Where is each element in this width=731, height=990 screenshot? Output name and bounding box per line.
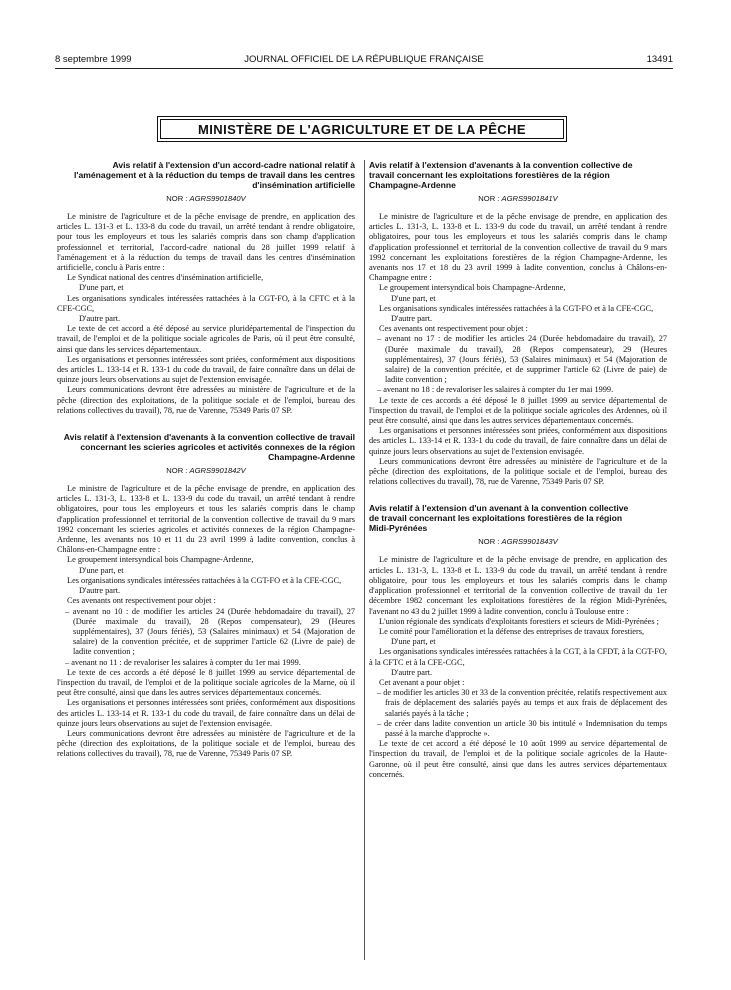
- nor-reference: [57, 466, 355, 475]
- paragraph: Ces avenants ont respectivement pour objet :: [379, 324, 528, 334]
- notice-title: Avis relatif à l'extension d'un accord-cadre national relatif à l'aménagement et à la réduction du temps de travail dans les centres d'insémination artificielle: [74, 160, 355, 190]
- paragraph: Le ministre de l'agriculture et de la pêche envisage de prendre, en application des articles L. 131-3, L. 133-8 et L. 133-9 du code du travail, un arrêté tendant à rendre obligatoires, pour tous les employeurs et tous les salariés compris dans le champ d'application professionnel et territorial de la convention collective de travail du 9 mars 1992 concernant les scieries agricoles et activités connexes de la région Champagne-Ardenne, les avenants nos 10 et 11 du 23 avril 1999 à ladite convention, conclus à Châlons-en-Champagne entre :: [57, 484, 355, 555]
- ministry-heading: MINISTÈRE DE L'AGRICULTURE ET DE LA PÊCHE: [160, 119, 564, 139]
- paragraph: L'union régionale des syndicats d'exploitants forestiers et scieurs de Midi-Pyrénées ;: [379, 616, 659, 626]
- nor-reference: [57, 194, 355, 203]
- nor-code: AGRS9901840V: [189, 194, 246, 203]
- header-page-number: 13491: [646, 54, 673, 65]
- notice-forestieres-champagne: [369, 160, 667, 487]
- page-header: [55, 54, 673, 68]
- objects-list: [369, 334, 667, 395]
- paragraph: Le ministre de l'agriculture et de la pêche envisage de prendre, en application des articles L. 131-3, L. 133-8 et L. 133-9 du code du travail, un arrêté tendant à rendre obligatoires, pour tous les employeurs et tous les salariés compris dans le champ d'application professionnel et territorial de la convention collective de travail du 9 mars 1992 concernant les exploitations forestières de la région Champagne-Ardenne, les avenants nos 17 et 18 du 23 avril 1999 à ladite convention, conclus à Châlons-en-Champagne entre :: [369, 212, 667, 283]
- list-item: – avenant no 11 : de revaloriser les salaires à compter du 1er mai 1999.: [65, 657, 301, 667]
- paragraph: Les organisations syndicales intéressées rattachées à la CGT-FO et à la CFE-CGC,: [67, 575, 342, 585]
- nor-reference: [369, 194, 667, 203]
- paragraph: Leurs communications devront être adressées au ministère de l'agriculture et de la pêche (direction des exploitations, de la politique sociale et de l'emploi, bureau des relations collectives du travail), 78, rue de Varenne, 75349 Paris 07 SP.: [57, 385, 355, 415]
- nor-code: AGRS9901842V: [189, 466, 246, 476]
- list-item: – avenant no 18 : de revaloriser les salaires à compter du 1er mai 1999.: [377, 385, 614, 395]
- paragraph: D'une part, et: [391, 637, 436, 647]
- paragraph: Les organisations et personnes intéressées sont priées, conformément aux dispositions des articles L. 133-14 et R. 133-1 du code du travail, de faire connaître dans un délai de quinze jours leurs observations au sujet de l'extension envisagée.: [57, 698, 355, 728]
- paragraph: D'autre part.: [391, 667, 433, 677]
- paragraph: Cet avenant a pour objet :: [379, 677, 465, 687]
- notice-title: Avis relatif à l'extension d'avenants à la convention collective de travail concernant les scieries agricoles et activités connexes de la région Champagne-Ardenne: [63, 432, 355, 463]
- paragraph: Le comité pour l'amélioration et la défense des entreprises de travaux forestiers,: [379, 626, 645, 636]
- notice-scieries: [57, 432, 355, 759]
- paragraph: Le ministre de l'agriculture et de la pêche envisage de prendre, en application des articles L. 131-3, L. 133-8 et L. 133-9 du code du travail, un arrêté tendant à rendre obligatoire, pour tous les employeurs et tous les salariés compris dans le champ d'application professionnel et territorial de la convention collective de travail du 1er décembre 1982 concernant les exploitations forestières de la région Midi-Pyrénées, l'avenant no 43 du 2 juillet 1999 à ladite convention, conclu à Toulouse entre :: [369, 555, 667, 616]
- notice-title: Avis relatif à l'extension d'un avenant à la convention collective de travail concernant les exploitations forestières de la région Midi-Pyrénées: [369, 503, 629, 534]
- paragraph: D'autre part.: [79, 586, 121, 596]
- paragraph: Le texte de ces accords a été déposé le 8 juillet 1999 au service départemental de l'inspection du travail, de l'emploi et de la politique sociale agricoles de la Marne, où il peut être consulté, ainsi que dans les autres services départementaux concernés.: [57, 667, 355, 698]
- nor-code: AGRS9901843V: [501, 537, 558, 547]
- header-rule: [55, 68, 673, 69]
- paragraph: Le texte de cet accord a été déposé au service pluridépartemental de l'inspection du travail, de l'emploi et de la politique sociale agricoles de Paris, où il peut être consulté, ainsi que dans les services départementaux.: [57, 324, 355, 354]
- paragraph: Le texte de ces accords a été déposé le 8 juillet 1999 au service départemental de l'inspection du travail, de l'emploi et de la politique sociale agricoles des Ardennes, où il peut être consulté, ainsi que dans les autres services départementaux concernés.: [369, 395, 667, 426]
- paragraph: D'autre part.: [79, 314, 121, 324]
- notice-title: Avis relatif à l'extension d'avenants à la convention collective de travail concernant les exploitations forestières de la région Champagne-Ardenne: [369, 160, 633, 190]
- nor-label: NOR :: [478, 194, 500, 203]
- header-journal-title: JOURNAL OFFICIEL DE LA RÉPUBLIQUE FRANÇAISE: [244, 54, 484, 65]
- right-column: [369, 160, 667, 792]
- list-item: – avenant no 17 : de modifier les articles 24 (Durée hebdomadaire du travail), 27 (Durée maximale du travail), 28 (Repos compensateur), 29 (Heures supplémentaires), 37 (Jours fériés), 53 (Salaires minimaux) et 54 (Majoration de salaire) de la convention précitée, et de supprimer l'article 62 (Livre de paie) de ladite convention ;: [377, 334, 667, 385]
- paragraph: D'une part, et: [391, 293, 436, 303]
- nor-label: NOR :: [478, 537, 500, 547]
- nor-reference: [369, 537, 667, 546]
- paragraph: Le groupement intersyndical bois Champagne-Ardenne,: [67, 555, 254, 565]
- paragraph: D'une part, et: [79, 283, 124, 293]
- paragraph: Le ministre de l'agriculture et de la pêche envisage de prendre, en application des articles L. 131-3 et L. 133-8 du code du travail, un arrêté tendant à rendre obligatoire, pour tous les employeurs et tous les salariés compris dans son champ d'application professionnel et territorial, l'accord-cadre national du 28 juillet 1999 relatif à l'aménagement et à la réduction du temps de travail dans les centres d'insémination artificielle, conclu à Paris entre :: [57, 212, 355, 273]
- notice-forestieres-midi-pyrenees: [369, 503, 667, 779]
- notice-insemination: [57, 160, 355, 416]
- paragraph: Les organisations syndicales intéressées rattachées à la CGT-FO, à la CFTC et à la CFE-CGC,: [57, 293, 355, 313]
- paragraph: D'autre part.: [391, 314, 433, 324]
- column-divider: [364, 160, 365, 960]
- list-item: – avenant no 10 : de modifier les articles 24 (Durée hebdomadaire du travail), 27 (Durée maximale du travail), 28 (Repos compensateur), 29 (Heures supplémentaires), 37 (Jours fériés), 53 (Salaires minimaux) et 54 (Majoration de salaire) de la convention précitée, et de supprimer l'article 62 (Livre de paie) de ladite convention ;: [65, 606, 355, 657]
- paragraph: Les organisations et personnes intéressées sont priées, conformément aux dispositions des articles L. 133-14 et R. 133-1 du code du travail, de faire connaître dans un délai de quinze jours leurs observations au sujet de l'extension envisagée.: [369, 426, 667, 456]
- objects-list: [57, 607, 355, 668]
- nor-code: AGRS9901841V: [501, 194, 558, 203]
- paragraph: D'une part, et: [79, 565, 124, 575]
- paragraph: Les organisations et personnes intéressées sont priées, conformément aux dispositions des articles L. 133-14 et R. 133-1 du code du travail, de faire connaître dans un délai de quinze jours leurs observations au sujet de l'extension envisagée.: [57, 354, 355, 385]
- paragraph: Les organisations syndicales intéressées rattachées à la CGT-FO et à la CFE-CGC,: [379, 303, 654, 313]
- paragraph: Le groupement intersyndical bois Champagne-Ardenne,: [379, 283, 566, 293]
- list-item: – de créer dans ladite convention un article 30 bis intitulé « Indemnisation du temps passé à la marche d'approche ».: [377, 718, 667, 738]
- nor-label: NOR :: [166, 194, 188, 203]
- header-date: 8 septembre 1999: [55, 54, 132, 65]
- paragraph: Le texte de cet accord a été déposé le 10 août 1999 au service départemental de l'inspection du travail, de l'emploi et de la politique sociale agricoles de la Haute-Garonne, où il peut être consulté, ainsi que dans les autres services départementaux concernés.: [369, 739, 667, 779]
- ministry-heading-box: [157, 116, 567, 142]
- objects-list: [369, 688, 667, 739]
- paragraph: Le Syndicat national des centres d'insémination artificielle,: [67, 273, 264, 283]
- paragraph: Ces avenants ont respectivement pour objet :: [67, 596, 216, 606]
- paragraph: Les organisations syndicales intéressées rattachées à la CGT, à la CFDT, à la CGT-FO, à la CFTC et à la CFE-CGC,: [369, 647, 667, 667]
- nor-label: NOR :: [166, 466, 188, 476]
- list-item: – de modifier les articles 30 et 33 de la convention précitée, relatifs respectivement aux frais de déplacement des salariés payés au temps et aux frais de déplacement des salariés payés à la tâche ;: [377, 688, 667, 718]
- paragraph: Leurs communications devront être adressées au ministère de l'agriculture et de la pêche (direction des exploitations, de la politique sociale et de l'emploi, bureau des relations collectives du travail), 78, rue de Varenne, 75349 Paris 07 SP.: [369, 456, 667, 487]
- paragraph: Leurs communications devront être adressées au ministère de l'agriculture et de la pêche (direction des exploitations, de la politique sociale et de l'emploi, bureau des relations collectives du travail), 78, rue de Varenne, 75349 Paris 07 SP.: [57, 728, 355, 759]
- left-column: [57, 160, 355, 772]
